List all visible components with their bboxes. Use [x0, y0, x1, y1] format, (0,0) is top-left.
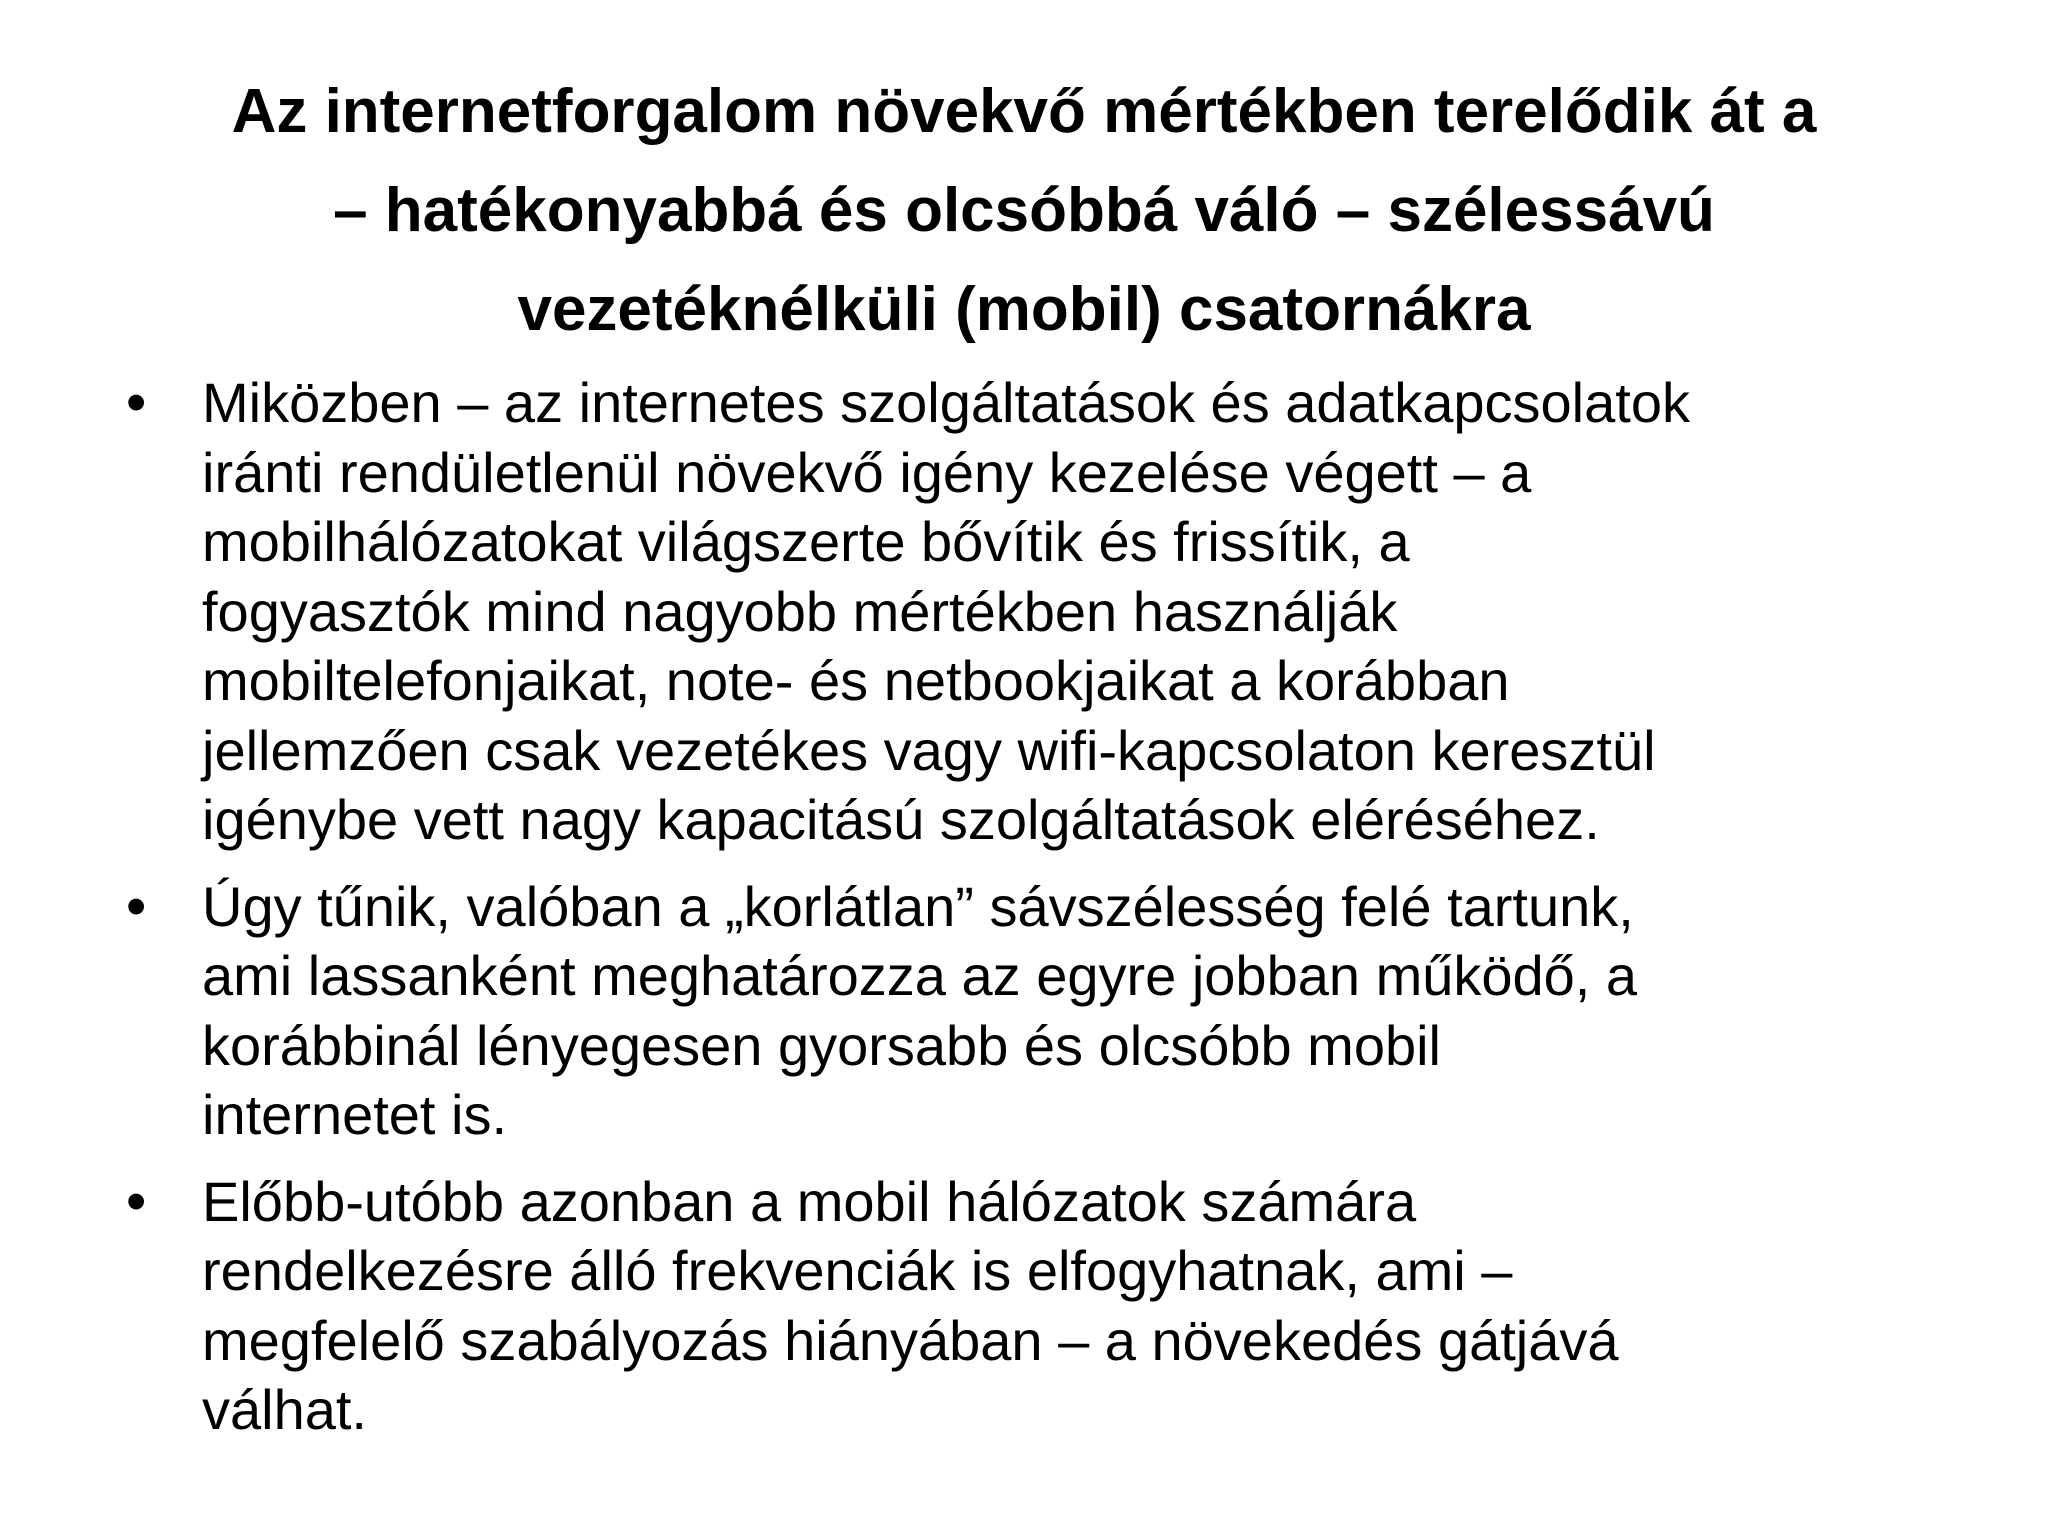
slide-title [100, 62, 1948, 359]
bullet-line: fogyasztók mind nagyobb mértékben használják [202, 579, 1398, 643]
bullet-line: megfelelő szabályozás hiányában – a növekedés gátjává [202, 1308, 1619, 1372]
title-line: – hatékonyabbá és olcsóbbá váló – szélessávú [333, 176, 1715, 245]
bullet-line: mobilhálózatokat világszerte bővítik és frissítik, a [202, 510, 1410, 573]
bullet-icon: • [126, 1168, 147, 1234]
bullet-text [202, 1167, 1982, 1445]
bullet-list [122, 368, 1982, 1462]
bullet-line: Előbb-utóbb azonban a mobil hálózatok számára [202, 1169, 1417, 1233]
bullet-line: Úgy tűnik, valóban a „korlátlan” sávszélesség felé tartunk, [202, 874, 1634, 938]
bullet-line: válhat. [202, 1378, 367, 1441]
bullet-item-1 [122, 368, 1982, 855]
title-line: Az internetforgalom növekvő mértékben terelődik át a [231, 77, 1817, 146]
bullet-icon: • [126, 370, 147, 435]
bullet-line: rendelkezésre álló frekvenciák is elfogyhatnak, ami – [202, 1239, 1513, 1302]
bullet-line: internetet is. [202, 1083, 508, 1146]
bullet-line: jellemzően csak vezetékes vagy wifi-kapcsolaton keresztül [202, 718, 1656, 782]
bullet-text [202, 368, 1982, 855]
bullet-line: korábbinál lényegesen gyorsabb és olcsóbb mobil [202, 1013, 1441, 1077]
title-line: vezetéknélküli (mobil) csatornákra [517, 275, 1531, 344]
bullet-item-3 [122, 1167, 1982, 1445]
bullet-line: mobiltelefonjaikat, note- és netbookjaikat a korábban [202, 649, 1510, 712]
bullet-line: Miközben – az internetes szolgáltatások és adatkapcsolatok [202, 371, 1690, 434]
bullet-text [202, 872, 1982, 1150]
bullet-icon: • [126, 873, 147, 939]
bullet-line: iránti rendületlenül növekvő igény kezelése végett – a [202, 440, 1532, 504]
bullet-item-2 [122, 872, 1982, 1150]
bullet-line: igénybe vett nagy kapacitású szolgáltatások eléréséhez. [202, 788, 1600, 851]
bullet-line: ami lassanként meghatározza az egyre jobban működő, a [202, 944, 1638, 1007]
